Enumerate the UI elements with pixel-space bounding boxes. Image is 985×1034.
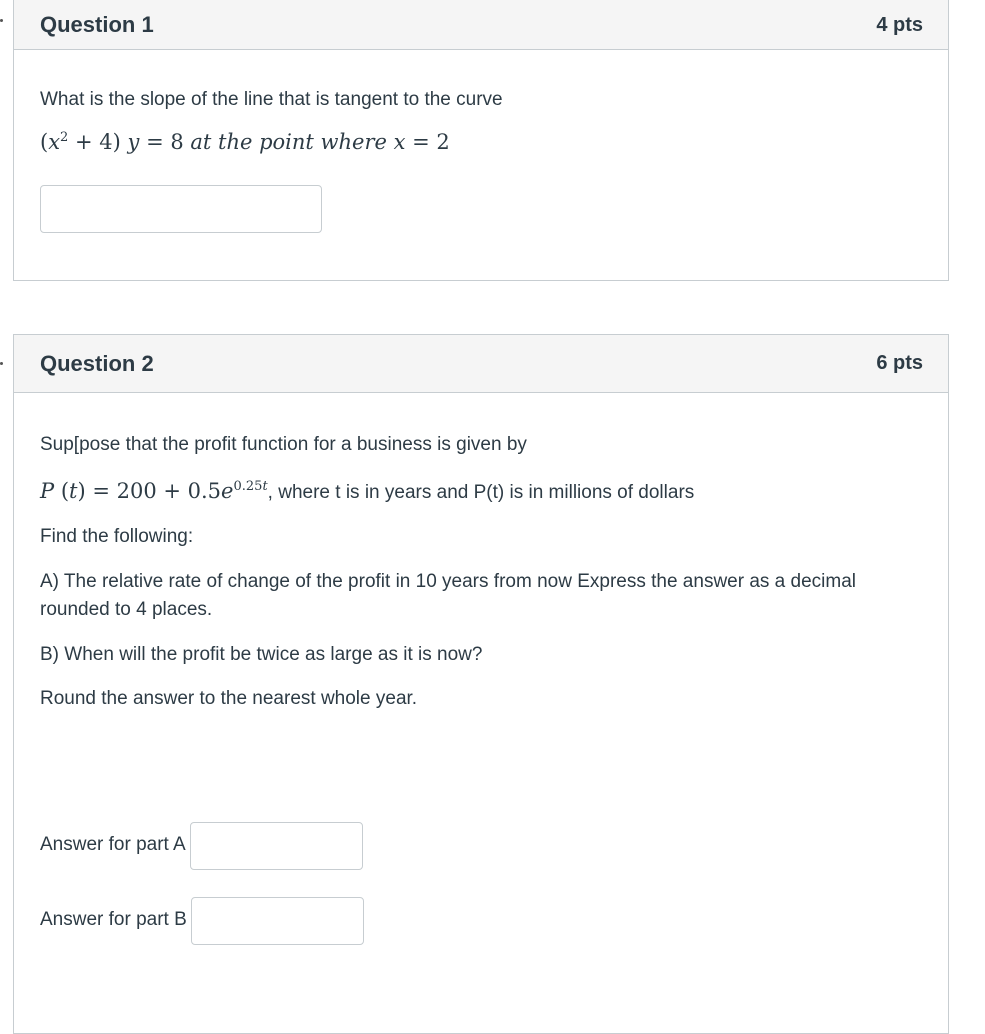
- question-1-equation: $(x^2 + 4) y = 8$ at the point where x = 2: [40, 129, 450, 154]
- left-edge-marker: [0, 362, 3, 365]
- question-2-points: 6 pts: [876, 352, 923, 374]
- question-2-function: [40, 476, 922, 508]
- question-2-part-b: B) When will the profit be twice as large as it is now?: [40, 643, 483, 665]
- profit-function-formula: P $(t) = 200 + 0.5e^{0.25t}$: [40, 478, 268, 503]
- question-1: [13, 0, 949, 281]
- left-edge-marker: [0, 19, 3, 22]
- question-2-header: [14, 335, 948, 393]
- question-1-prompt: What is the slope of the line that is tangent to the curve: [40, 89, 503, 110]
- question-2-body: [14, 431, 948, 945]
- answer-a-row: [40, 822, 922, 870]
- question-2-find: Find the following:: [40, 526, 194, 547]
- answer-b-row: [40, 897, 922, 945]
- answer-a-label: Answer for part A: [40, 834, 186, 856]
- profit-function-description: , where t is in years and P(t) is in millions of dollars: [267, 481, 695, 503]
- question-2-title: Question 2: [40, 350, 154, 376]
- question-1-answer-input[interactable]: [40, 185, 322, 233]
- question-2-intro: Sup[pose that the profit function for a business is given by: [40, 434, 527, 455]
- question-2-part-a: A) The relative rate of change of the profit in 10 years from now Express the answer as a decimal rounded to 4 places.: [40, 570, 856, 620]
- question-1-equation-tail: at the point where: [190, 129, 387, 154]
- question-1-body: [14, 86, 948, 233]
- question-2-round-note: Round the answer to the nearest whole year.: [40, 688, 418, 709]
- question-1-title: Question 1: [40, 12, 154, 37]
- question-1-points: 4 pts: [876, 13, 923, 36]
- answer-b-input[interactable]: [191, 897, 364, 945]
- answer-b-label: Answer for part B: [40, 909, 187, 931]
- answer-a-input[interactable]: [190, 822, 363, 870]
- question-2: [13, 334, 949, 1034]
- question-1-header: [14, 0, 948, 50]
